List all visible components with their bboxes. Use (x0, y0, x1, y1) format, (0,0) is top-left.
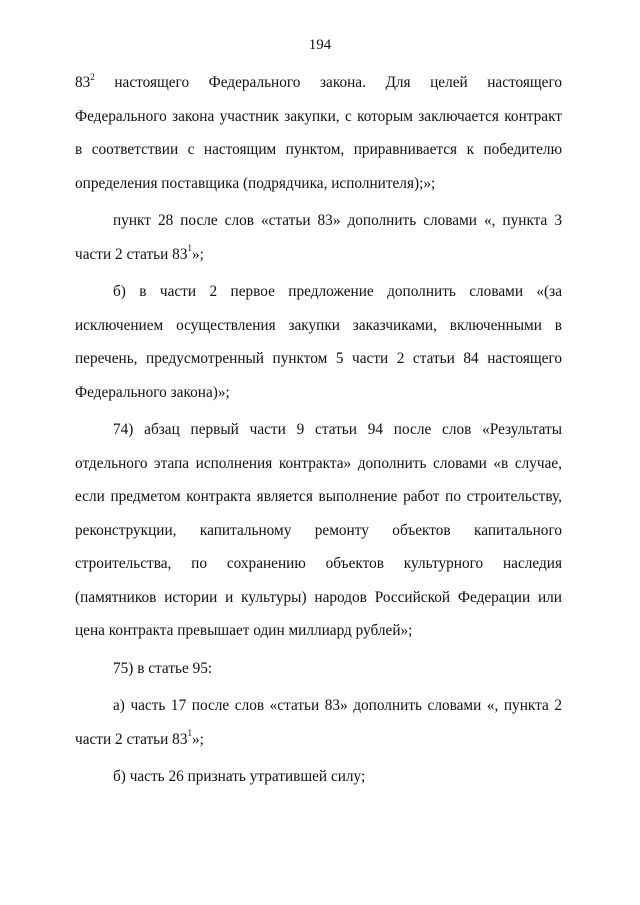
paragraph-continuation (75, 66, 562, 200)
document-body (75, 66, 562, 798)
paragraph-text-end: »; (191, 730, 204, 748)
paragraph-text: настоящего Федерального закона. Для целей настоящего Федерального закона участник закупки, с которым заключается контракт в соответствии с настоящим пунктом, приравнивается к победителю определения поставщика (подрядчика, исполнителя);»; (75, 74, 562, 192)
paragraph-item-b-part-2: б) в части 2 первое предложение дополнить словами «(за исключением осуществления закупки заказчиками, включенными в перечень, предусмотренный пунктом 5 части 2 статьи 84 настоящего Федерального закона)»; (75, 283, 562, 401)
paragraph-item-75: 75) в статье 95: (113, 659, 213, 677)
paragraph-text: а) часть 17 после слов «статьи 83» дополнить словами «, пункта 2 части 2 статьи 83 (75, 697, 562, 748)
article-reference-superscript: 2 (90, 71, 95, 82)
article-reference-superscript: 1 (187, 728, 192, 739)
paragraph-item-a-part-17 (75, 689, 562, 756)
page-number: 194 (308, 37, 332, 53)
article-reference-number: 83 (75, 74, 91, 91)
paragraph-text-end: »; (191, 245, 204, 263)
paragraph-item-74: 74) абзац первый части 9 статьи 94 после слов «Результаты отдельного этапа исполнения контракта» дополнить словами «в случае, если предметом контракта является выполнение работ по строительству, реконструкции, капитальному ремонту объектов капитального строительства, по сохранению объектов культурного наследия (памятников истории и культуры) народов Российской Федерации или цена контракта превышает один миллиард рублей»; (75, 421, 562, 639)
paragraph-text: пункт 28 после слов «статьи 83» дополнить словами «, пункта 3 части 2 статьи 83 (75, 212, 562, 263)
article-reference-superscript: 1 (187, 243, 192, 254)
paragraph-item-28 (75, 204, 562, 271)
paragraph-item-b-part-26: б) часть 26 признать утратившей силу; (113, 768, 366, 785)
